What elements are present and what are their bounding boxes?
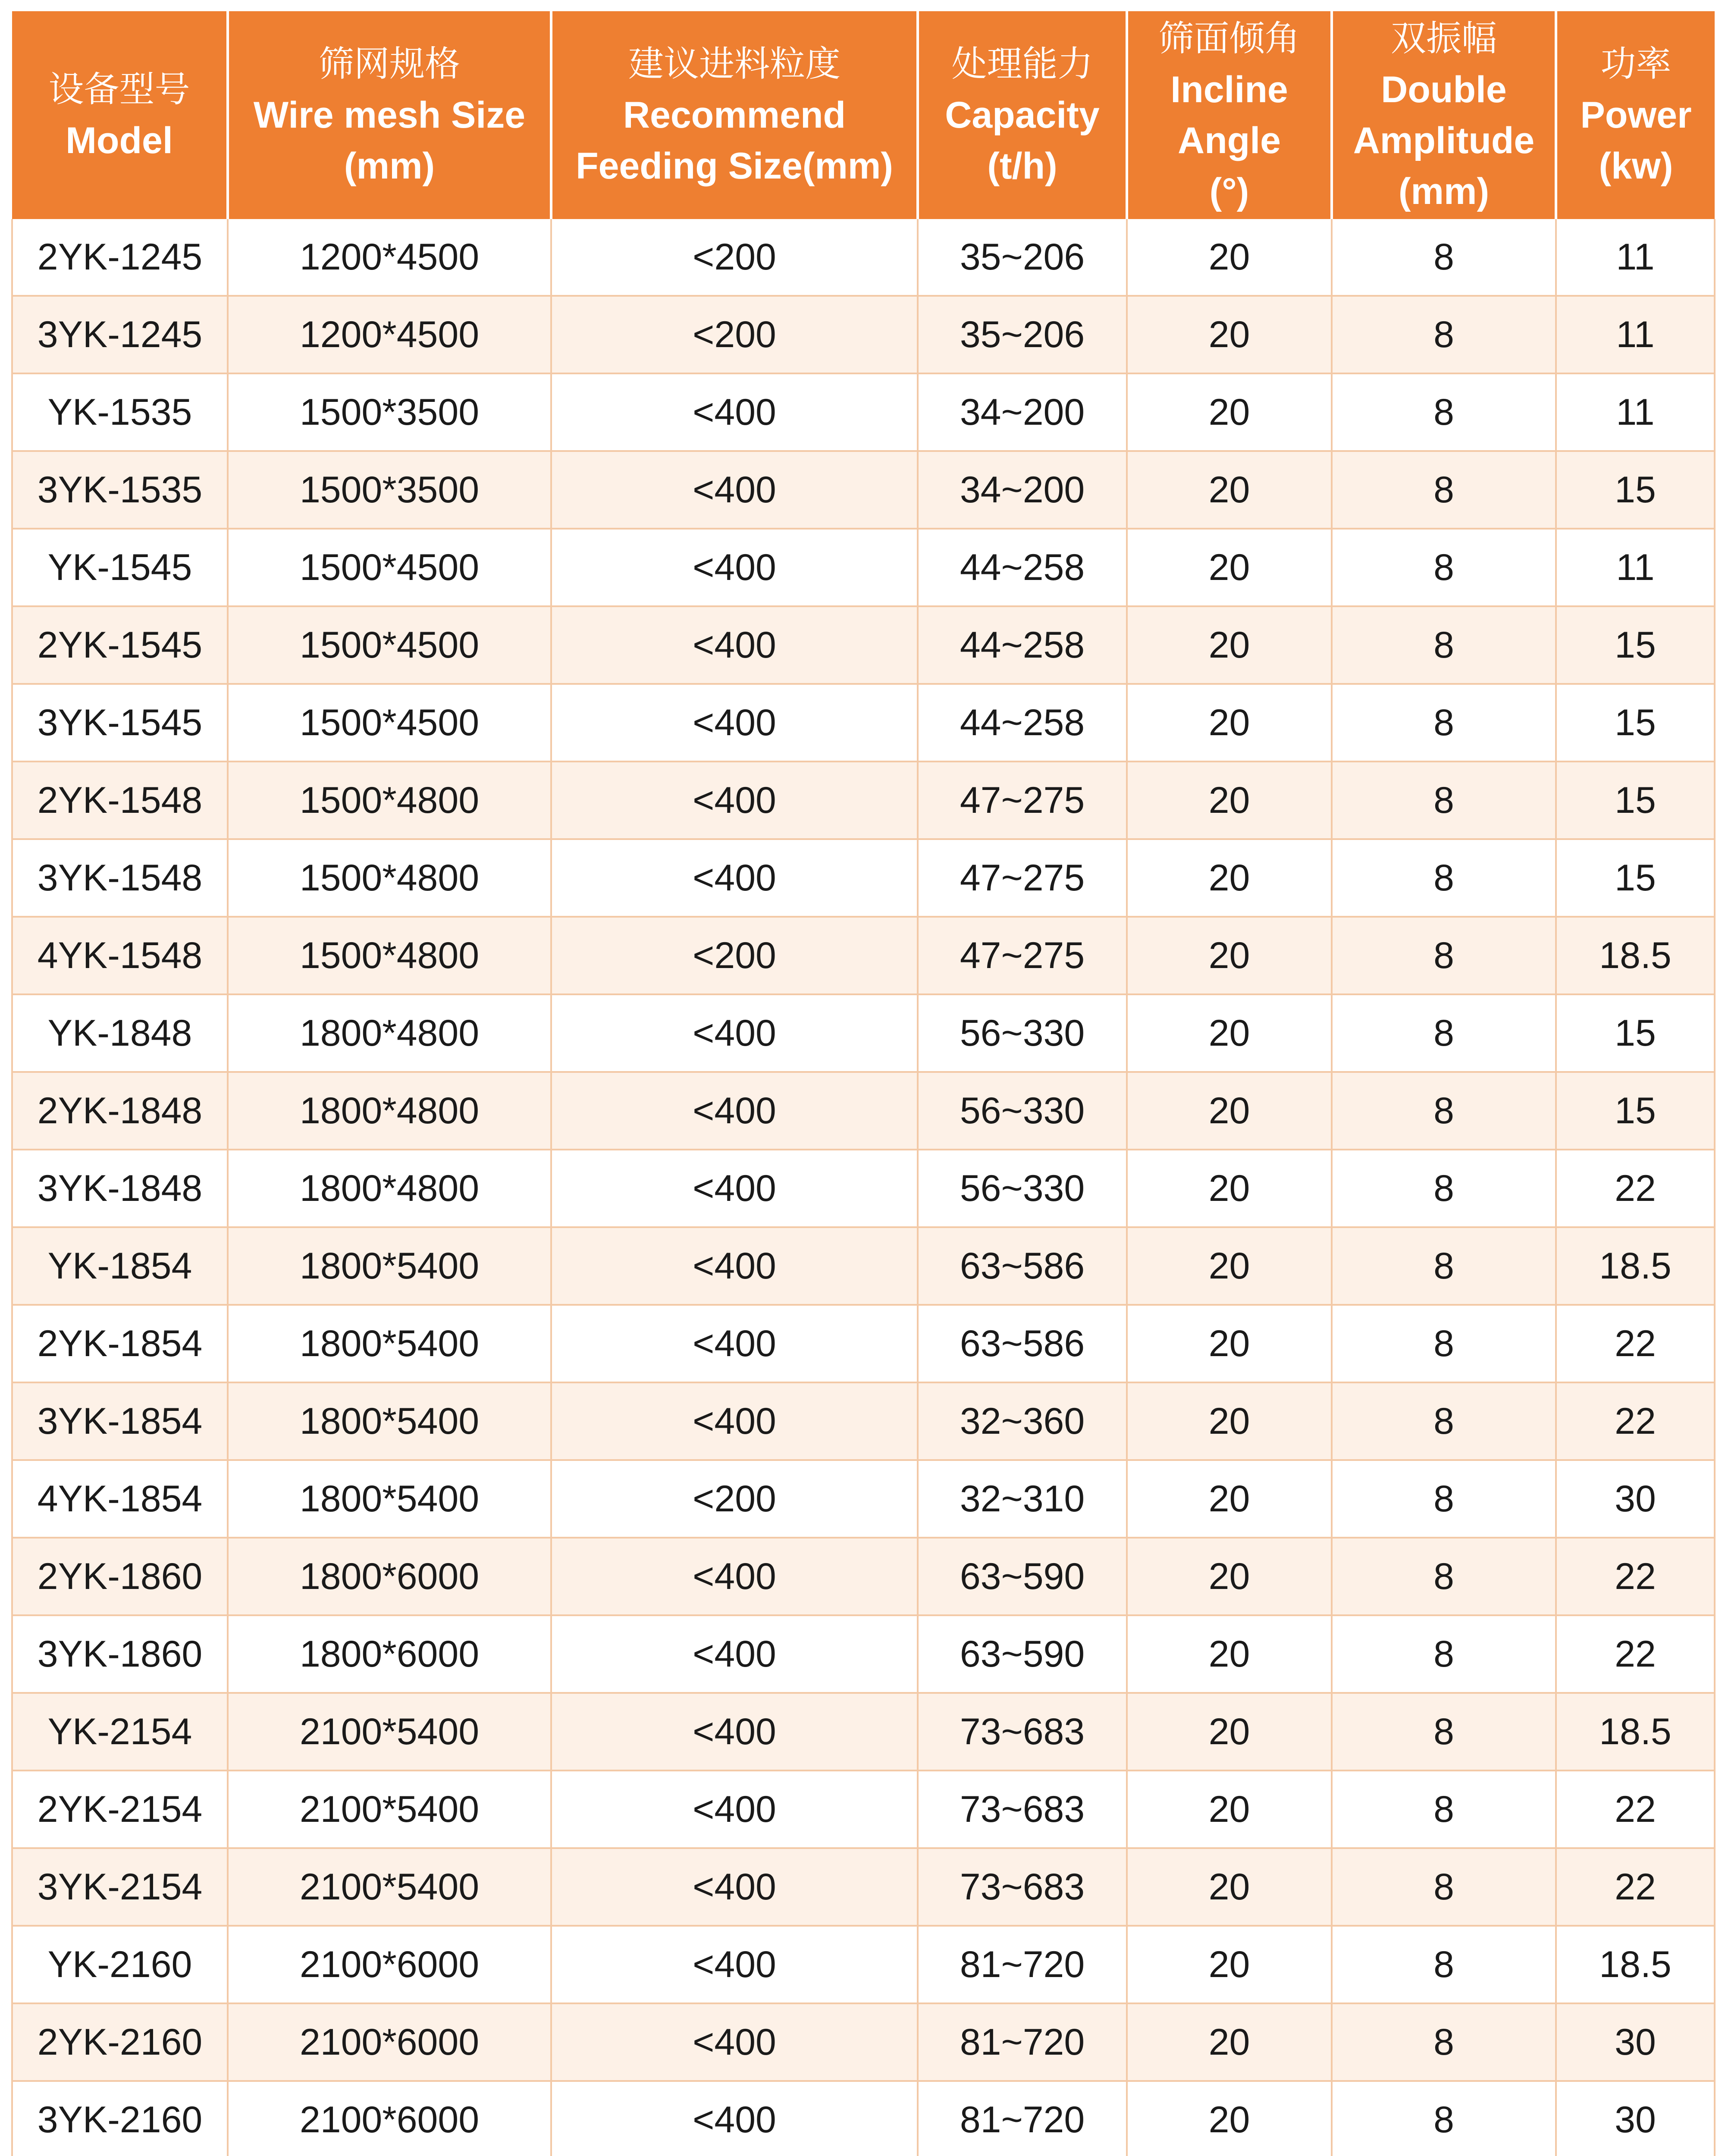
cell-double-amplitude: 8	[1332, 1382, 1556, 1460]
cell-feeding-size: <400	[551, 761, 918, 839]
cell-incline-angle: 20	[1127, 219, 1332, 296]
cell-incline-angle: 20	[1127, 839, 1332, 917]
cell-incline-angle: 20	[1127, 451, 1332, 529]
cell-capacity: 56~330	[918, 994, 1127, 1072]
table-row	[12, 529, 1715, 606]
cell-model: YK-1848	[12, 994, 228, 1072]
cell-mesh-size: 1800*6000	[228, 1615, 551, 1693]
cell-feeding-size: <200	[551, 1460, 918, 1538]
table-row	[12, 1771, 1715, 1848]
cell-model: 3YK-1545	[12, 684, 228, 761]
cell-incline-angle: 20	[1127, 1382, 1332, 1460]
table-row	[12, 1538, 1715, 1615]
cell-model: 3YK-2160	[12, 2081, 228, 2156]
table-row	[12, 1382, 1715, 1460]
cell-power: 22	[1556, 1615, 1715, 1693]
cell-double-amplitude: 8	[1332, 684, 1556, 761]
table-row	[12, 2081, 1715, 2156]
table-row	[12, 1848, 1715, 1926]
cell-double-amplitude: 8	[1332, 296, 1556, 373]
header-double-amplitude-en2: Amplitude	[1353, 120, 1535, 161]
cell-incline-angle: 20	[1127, 2003, 1332, 2081]
cell-mesh-size: 2100*5400	[228, 1771, 551, 1848]
table-row	[12, 1150, 1715, 1227]
cell-power: 18.5	[1556, 1693, 1715, 1771]
cell-power: 30	[1556, 2003, 1715, 2081]
cell-feeding-size: <400	[551, 1926, 918, 2003]
table-row	[12, 296, 1715, 373]
cell-model: 4YK-1548	[12, 917, 228, 994]
header-double-amplitude	[1332, 11, 1556, 219]
cell-incline-angle: 20	[1127, 1538, 1332, 1615]
cell-power: 11	[1556, 373, 1715, 451]
cell-incline-angle: 20	[1127, 917, 1332, 994]
cell-model: 2YK-1545	[12, 606, 228, 684]
cell-power: 18.5	[1556, 917, 1715, 994]
cell-capacity: 63~586	[918, 1227, 1127, 1305]
cell-model: 2YK-1854	[12, 1305, 228, 1382]
cell-feeding-size: <400	[551, 373, 918, 451]
cell-capacity: 56~330	[918, 1072, 1127, 1150]
cell-feeding-size: <200	[551, 219, 918, 296]
table-row	[12, 1460, 1715, 1538]
table-row	[12, 917, 1715, 994]
cell-feeding-size: <400	[551, 1227, 918, 1305]
cell-feeding-size: <400	[551, 1382, 918, 1460]
cell-model: 2YK-2154	[12, 1771, 228, 1848]
cell-model: YK-2160	[12, 1926, 228, 2003]
cell-incline-angle: 20	[1127, 1305, 1332, 1382]
cell-feeding-size: <400	[551, 1615, 918, 1693]
cell-double-amplitude: 8	[1332, 1538, 1556, 1615]
cell-model: YK-1535	[12, 373, 228, 451]
cell-double-amplitude: 8	[1332, 761, 1556, 839]
cell-mesh-size: 1500*3500	[228, 373, 551, 451]
cell-power: 30	[1556, 1460, 1715, 1538]
cell-mesh-size: 1800*4800	[228, 994, 551, 1072]
header-feeding-size-cn: 建议进料粒度	[628, 44, 841, 85]
cell-model: YK-1854	[12, 1227, 228, 1305]
cell-feeding-size: <400	[551, 1771, 918, 1848]
header-capacity-en: Capacity	[945, 94, 1100, 136]
cell-mesh-size: 2100*6000	[228, 1926, 551, 2003]
cell-double-amplitude: 8	[1332, 606, 1556, 684]
cell-model: 2YK-1848	[12, 1072, 228, 1150]
cell-model: 3YK-1245	[12, 296, 228, 373]
table-row	[12, 2003, 1715, 2081]
cell-double-amplitude: 8	[1332, 1460, 1556, 1538]
cell-mesh-size: 1800*4800	[228, 1150, 551, 1227]
cell-incline-angle: 20	[1127, 1150, 1332, 1227]
cell-double-amplitude: 8	[1332, 2081, 1556, 2156]
cell-mesh-size: 1800*5400	[228, 1382, 551, 1460]
cell-model: YK-2154	[12, 1693, 228, 1771]
cell-double-amplitude: 8	[1332, 1771, 1556, 1848]
cell-mesh-size: 1200*4500	[228, 296, 551, 373]
cell-capacity: 35~206	[918, 296, 1127, 373]
cell-model: 2YK-1548	[12, 761, 228, 839]
cell-double-amplitude: 8	[1332, 2003, 1556, 2081]
header-incline-angle-unit: (°)	[1209, 171, 1249, 212]
cell-model: 3YK-1848	[12, 1150, 228, 1227]
cell-incline-angle: 20	[1127, 1693, 1332, 1771]
cell-incline-angle: 20	[1127, 1848, 1332, 1926]
header-model-en: Model	[66, 120, 173, 161]
cell-capacity: 34~200	[918, 373, 1127, 451]
cell-power: 22	[1556, 1305, 1715, 1382]
cell-power: 15	[1556, 994, 1715, 1072]
cell-capacity: 34~200	[918, 451, 1127, 529]
cell-double-amplitude: 8	[1332, 1072, 1556, 1150]
cell-capacity: 73~683	[918, 1848, 1127, 1926]
cell-mesh-size: 1500*4500	[228, 606, 551, 684]
cell-capacity: 44~258	[918, 684, 1127, 761]
cell-mesh-size: 2100*5400	[228, 1693, 551, 1771]
cell-mesh-size: 1800*6000	[228, 1538, 551, 1615]
header-feeding-size-en: Recommend	[623, 94, 846, 136]
header-mesh-size-cn: 筛网规格	[318, 44, 460, 85]
table-row	[12, 1305, 1715, 1382]
cell-double-amplitude: 8	[1332, 1305, 1556, 1382]
header-capacity	[918, 11, 1127, 219]
cell-power: 11	[1556, 219, 1715, 296]
cell-model: 3YK-1854	[12, 1382, 228, 1460]
cell-mesh-size: 1800*5400	[228, 1227, 551, 1305]
cell-model: 3YK-2154	[12, 1848, 228, 1926]
cell-double-amplitude: 8	[1332, 839, 1556, 917]
cell-power: 15	[1556, 761, 1715, 839]
cell-double-amplitude: 8	[1332, 1615, 1556, 1693]
cell-power: 15	[1556, 839, 1715, 917]
header-mesh-size-en: Wire mesh Size	[253, 94, 526, 136]
header-feeding-size-en2: Feeding Size(mm)	[576, 145, 893, 187]
cell-capacity: 47~275	[918, 761, 1127, 839]
cell-power: 30	[1556, 2081, 1715, 2156]
cell-double-amplitude: 8	[1332, 1227, 1556, 1305]
cell-power: 15	[1556, 1072, 1715, 1150]
header-capacity-cn: 处理能力	[951, 44, 1093, 85]
cell-mesh-size: 1500*4800	[228, 917, 551, 994]
cell-capacity: 63~590	[918, 1615, 1127, 1693]
cell-double-amplitude: 8	[1332, 373, 1556, 451]
header-model-cn: 设备型号	[48, 69, 190, 110]
cell-mesh-size: 1500*4800	[228, 761, 551, 839]
cell-model: 2YK-1245	[12, 219, 228, 296]
cell-model: 4YK-1854	[12, 1460, 228, 1538]
cell-capacity: 32~360	[918, 1382, 1127, 1460]
cell-mesh-size: 2100*6000	[228, 2081, 551, 2156]
cell-model: 2YK-1860	[12, 1538, 228, 1615]
cell-feeding-size: <400	[551, 1150, 918, 1227]
cell-feeding-size: <400	[551, 1693, 918, 1771]
cell-capacity: 81~720	[918, 1926, 1127, 2003]
header-double-amplitude-en: Double	[1381, 69, 1507, 110]
table-row	[12, 994, 1715, 1072]
cell-feeding-size: <400	[551, 684, 918, 761]
spec-table	[11, 11, 1716, 2156]
table-row	[12, 1615, 1715, 1693]
cell-feeding-size: <400	[551, 2081, 918, 2156]
header-double-amplitude-cn: 双振幅	[1390, 18, 1497, 59]
cell-capacity: 56~330	[918, 1150, 1127, 1227]
cell-mesh-size: 1500*4500	[228, 684, 551, 761]
cell-incline-angle: 20	[1127, 1615, 1332, 1693]
cell-power: 22	[1556, 1150, 1715, 1227]
header-incline-angle	[1127, 11, 1332, 219]
cell-incline-angle: 20	[1127, 296, 1332, 373]
cell-capacity: 44~258	[918, 606, 1127, 684]
cell-capacity: 47~275	[918, 839, 1127, 917]
cell-mesh-size: 1800*5400	[228, 1460, 551, 1538]
cell-model: 3YK-1548	[12, 839, 228, 917]
table-row	[12, 1926, 1715, 2003]
cell-incline-angle: 20	[1127, 1460, 1332, 1538]
cell-incline-angle: 20	[1127, 761, 1332, 839]
cell-capacity: 63~586	[918, 1305, 1127, 1382]
cell-feeding-size: <400	[551, 839, 918, 917]
header-row	[12, 11, 1715, 219]
table-row	[12, 839, 1715, 917]
cell-mesh-size: 1500*4500	[228, 529, 551, 606]
cell-double-amplitude: 8	[1332, 529, 1556, 606]
cell-power: 15	[1556, 684, 1715, 761]
cell-mesh-size: 1500*3500	[228, 451, 551, 529]
header-double-amplitude-unit: (mm)	[1398, 171, 1490, 212]
cell-incline-angle: 20	[1127, 1227, 1332, 1305]
cell-power: 22	[1556, 1538, 1715, 1615]
header-mesh-size-unit: (mm)	[344, 145, 435, 187]
table-row	[12, 606, 1715, 684]
cell-power: 22	[1556, 1382, 1715, 1460]
table-header	[12, 11, 1715, 219]
header-capacity-unit: (t/h)	[987, 145, 1057, 187]
cell-mesh-size: 2100*6000	[228, 2003, 551, 2081]
header-power-en: Power	[1580, 94, 1692, 136]
cell-capacity: 73~683	[918, 1693, 1127, 1771]
cell-mesh-size: 2100*5400	[228, 1848, 551, 1926]
cell-power: 11	[1556, 296, 1715, 373]
header-mesh-size	[228, 11, 551, 219]
cell-model: 2YK-2160	[12, 2003, 228, 2081]
table-row	[12, 1072, 1715, 1150]
cell-capacity: 44~258	[918, 529, 1127, 606]
cell-incline-angle: 20	[1127, 2081, 1332, 2156]
cell-feeding-size: <400	[551, 1072, 918, 1150]
cell-double-amplitude: 8	[1332, 1926, 1556, 2003]
header-feeding-size	[551, 11, 918, 219]
table-row	[12, 761, 1715, 839]
cell-feeding-size: <400	[551, 529, 918, 606]
table-row	[12, 219, 1715, 296]
cell-incline-angle: 20	[1127, 606, 1332, 684]
cell-incline-angle: 20	[1127, 684, 1332, 761]
cell-power: 18.5	[1556, 1926, 1715, 2003]
cell-mesh-size: 1500*4800	[228, 839, 551, 917]
cell-feeding-size: <400	[551, 451, 918, 529]
cell-power: 22	[1556, 1848, 1715, 1926]
cell-double-amplitude: 8	[1332, 219, 1556, 296]
cell-capacity: 63~590	[918, 1538, 1127, 1615]
cell-capacity: 81~720	[918, 2081, 1127, 2156]
header-power-cn: 功率	[1600, 44, 1672, 85]
cell-capacity: 81~720	[918, 2003, 1127, 2081]
cell-power: 15	[1556, 451, 1715, 529]
table-row	[12, 1693, 1715, 1771]
header-power	[1556, 11, 1715, 219]
header-incline-angle-cn: 筛面倾角	[1158, 18, 1300, 59]
cell-model: 3YK-1860	[12, 1615, 228, 1693]
cell-incline-angle: 20	[1127, 529, 1332, 606]
cell-feeding-size: <200	[551, 917, 918, 994]
table-row	[12, 1227, 1715, 1305]
table-row	[12, 684, 1715, 761]
cell-incline-angle: 20	[1127, 1771, 1332, 1848]
cell-double-amplitude: 8	[1332, 1693, 1556, 1771]
cell-power: 15	[1556, 606, 1715, 684]
cell-feeding-size: <200	[551, 296, 918, 373]
cell-double-amplitude: 8	[1332, 994, 1556, 1072]
cell-incline-angle: 20	[1127, 994, 1332, 1072]
table-body	[12, 219, 1715, 2156]
table-row	[12, 373, 1715, 451]
header-incline-angle-en2: Angle	[1178, 120, 1281, 161]
cell-feeding-size: <400	[551, 2003, 918, 2081]
cell-model: YK-1545	[12, 529, 228, 606]
cell-double-amplitude: 8	[1332, 1150, 1556, 1227]
cell-capacity: 73~683	[918, 1771, 1127, 1848]
cell-double-amplitude: 8	[1332, 451, 1556, 529]
cell-power: 11	[1556, 529, 1715, 606]
cell-mesh-size: 1800*5400	[228, 1305, 551, 1382]
cell-feeding-size: <400	[551, 606, 918, 684]
cell-incline-angle: 20	[1127, 1926, 1332, 2003]
cell-capacity: 32~310	[918, 1460, 1127, 1538]
cell-double-amplitude: 8	[1332, 1848, 1556, 1926]
cell-capacity: 35~206	[918, 219, 1127, 296]
header-power-unit: (kw)	[1599, 145, 1673, 187]
cell-capacity: 47~275	[918, 917, 1127, 994]
cell-model: 3YK-1535	[12, 451, 228, 529]
header-model	[12, 11, 228, 219]
cell-incline-angle: 20	[1127, 373, 1332, 451]
cell-feeding-size: <400	[551, 994, 918, 1072]
header-incline-angle-en: Incline	[1170, 69, 1288, 110]
cell-incline-angle: 20	[1127, 1072, 1332, 1150]
cell-feeding-size: <400	[551, 1538, 918, 1615]
cell-feeding-size: <400	[551, 1305, 918, 1382]
cell-power: 18.5	[1556, 1227, 1715, 1305]
cell-power: 22	[1556, 1771, 1715, 1848]
cell-mesh-size: 1200*4500	[228, 219, 551, 296]
cell-double-amplitude: 8	[1332, 917, 1556, 994]
cell-mesh-size: 1800*4800	[228, 1072, 551, 1150]
table-row	[12, 451, 1715, 529]
cell-feeding-size: <400	[551, 1848, 918, 1926]
